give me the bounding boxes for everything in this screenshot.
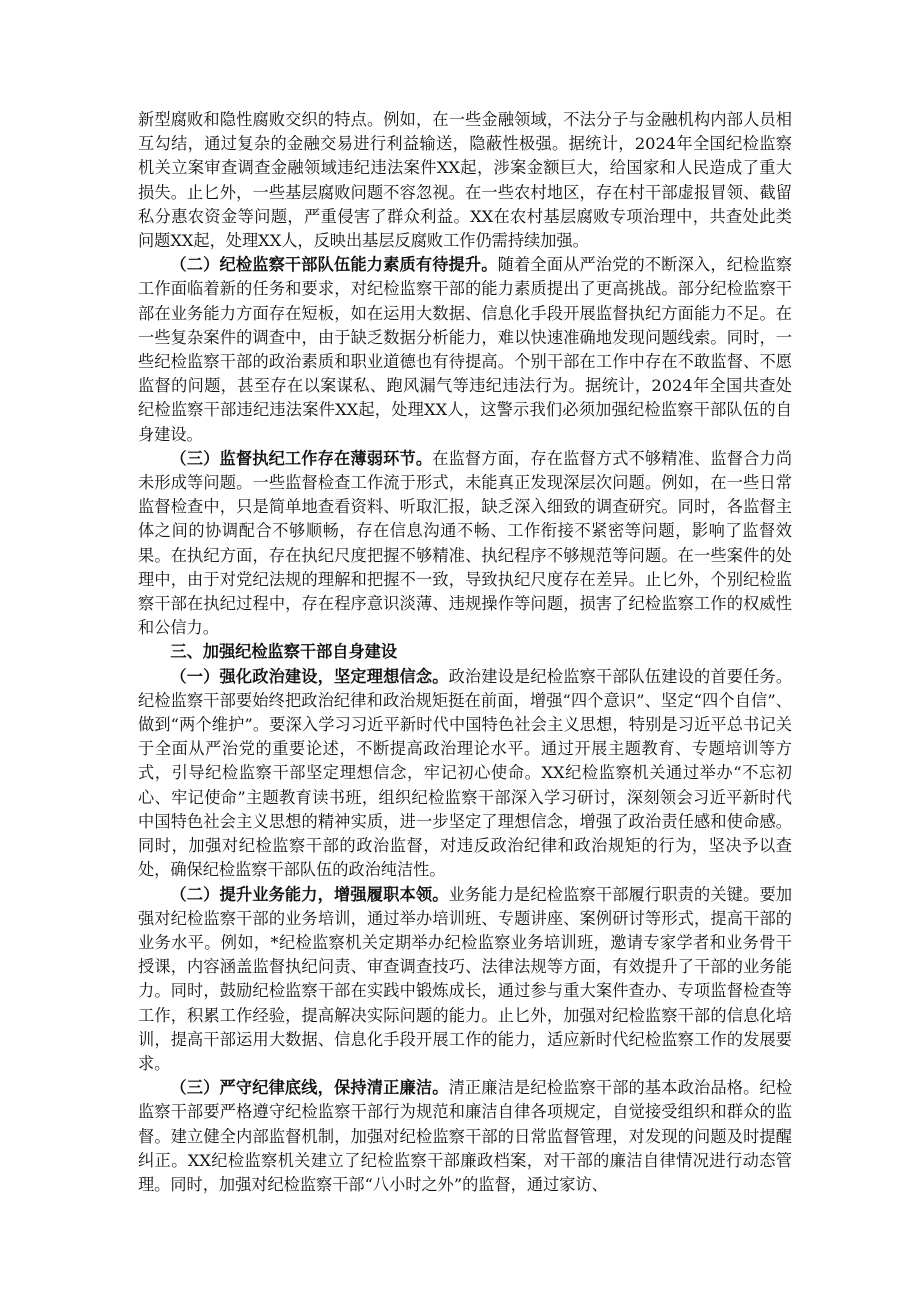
paragraph-text: 新型腐败和隐性腐败交织的特点。例如，在一些金融领域，不法分子与金融机构内部人员相互勾结，通过复杂的金融交易进行利益输送，隐蔽性极强。据统计，2024年全国纪检监察机关立案审查调查金融领域违纪违法案件XX起，涉案金额巨大，给国家和人民造成了重大损失。止匕外，一些基层腐败问题不容忽视。在一些农村地区，存在村干部虚报冒领、截留私分惠农资金等问题，严重侵害了群众利益。XX在农村基层腐败专项治理中，共查处此类问题XX起，处理XX人，反映出基层反腐败工作仍需持续加强。: [138, 110, 792, 251]
paragraph-political-building: [138, 665, 792, 883]
paragraph-lead: （一）强化政治建设，坚定理想信念。: [170, 666, 449, 686]
paragraph-cadre-capability: [138, 253, 792, 447]
paragraph-lead: （三）监督执纪工作存在薄弱环节。: [170, 448, 433, 468]
paragraph-text: 在监督方面，存在监督方式不够精准、监督合力尚未形成等问题。一些监督检查工作流于形式，未能真正发现深层次问题。例如，在一些日常监督检查中，只是简单地查看资料、听取汇报，缺乏深入细致的调查研究。同时，各监督主体之间的协调配合不够顺畅，存在信息沟通不畅、工作衔接不紧密等问题，影响了监督效果。在执纪方面，存在执纪尺度把握不够精准、执纪程序不够规范等问题。在一些案件的处理中，由于对党纪法规的理解和把握不一致，导致执纪尺度存在差异。止匕外，个别纪检监察干部在执纪过程中，存在程序意识淡薄、违规操作等问题，损害了纪检监察工作的权威性和公信力。: [138, 448, 793, 638]
paragraph-continuation: [138, 108, 792, 253]
paragraph-text: 清正廉洁是纪检监察干部的基本政治品格。纪检监察干部要严格遵守纪检监察干部行为规范和廉洁自律各项规定，自觉接受组织和群众的监督。建立健全内部监督机制，加强对纪检监察干部的日常监督管理，对发现的问题及时提醒纠正。XX纪检监察机关建立了纪检监察干部廉政档案，对干部的廉洁自律情况进行动态管理。同时，加强对纪检监察干部“八小时之外”的监督，通过家访、: [138, 1078, 793, 1194]
paragraph-business-capability: [138, 883, 792, 1077]
paragraph-discipline-integrity: [138, 1076, 792, 1197]
paragraph-supervision-weakness: [138, 447, 792, 641]
paragraph-lead: （二）纪检监察干部队伍能力素质有待提升。: [170, 255, 498, 275]
paragraph-text: 随着全面从严治党的不断深入，纪检监察工作面临着新的任务和要求，对纪检监察干部的能力素质提出了更高挑战。部分纪检监察干部在业务能力方面存在短板，如在运用大数据、信息化手段开展监督执纪方面能力不足。在一些复杂案件的调查中，由于缺乏数据分析能力，难以快速准确地发现问题线索。同时，一些纪检监察干部的政治素质和职业道德也有待提高。个别干部在工作中存在不敢监督、不愿监督的问题，甚至存在以案谋私、跑风漏气等违纪违法行为。据统计，2024年全国共查处纪检监察干部违纪违法案件XX起，处理XX人，这警示我们必须加强纪检监察干部队伍的自身建设。: [138, 255, 793, 444]
document-page: [138, 108, 792, 1197]
section-heading: 三、加强纪检监察干部自身建设: [170, 642, 398, 662]
paragraph-lead: （三）严守纪律底线，保持清正廉洁。: [170, 1078, 449, 1098]
paragraph-text: 政治建设是纪检监察干部队伍建设的首要任务。纪检监察干部要始终把政治纪律和政治规矩挺在前面，增强“四个意识”、坚定“四个自信”、做到“两个维护”。要深入学习习近平新时代中国特色社会主义思想，特别是习近平总书记关于全面从严治党的重要论述，不断提高政治理论水平。通过开展主题教育、专题培训等方式，引导纪检监察干部坚定理想信念，牢记初心使命。XX纪检监察机关通过举办“不忘初心、牢记使命”主题教育读书班，组织纪检监察干部深入学习研讨，深刻领会习近平新时代中国特色社会主义思想的精神实质，进一步坚定了理想信念，增强了政治责任感和使命感。同时，加强对纪检监察干部的政治监督，对违反政治纪律和政治规矩的行为，坚决予以查处，确保纪检监察干部队伍的政治纯洁性。: [138, 666, 793, 880]
paragraph-text: 业务能力是纪检监察干部履行职责的关键。要加强对纪检监察干部的业务培训，通过举办培训班、专题讲座、案例研讨等形式，提高干部的业务水平。例如，*纪检监察机关定期举办纪检监察业务培训班，邀请专家学者和业务骨干授课，内容涵盖监督执纪问责、审查调查技巧、法律法规等方面，有效提升了干部的业务能力。同时，鼓励纪检监察干部在实践中锻炼成长，通过参与重大案件查办、专项监督检查等工作，积累工作经验，提高解决实际问题的能力。止匕外，加强对纪检监察干部的信息化培训，提高干部运用大数据、信息化手段开展工作的能力，适应新时代纪检监察工作的发展要求。: [138, 884, 793, 1073]
paragraph-lead: （二）提升业务能力，增强履职本领。: [170, 884, 449, 904]
